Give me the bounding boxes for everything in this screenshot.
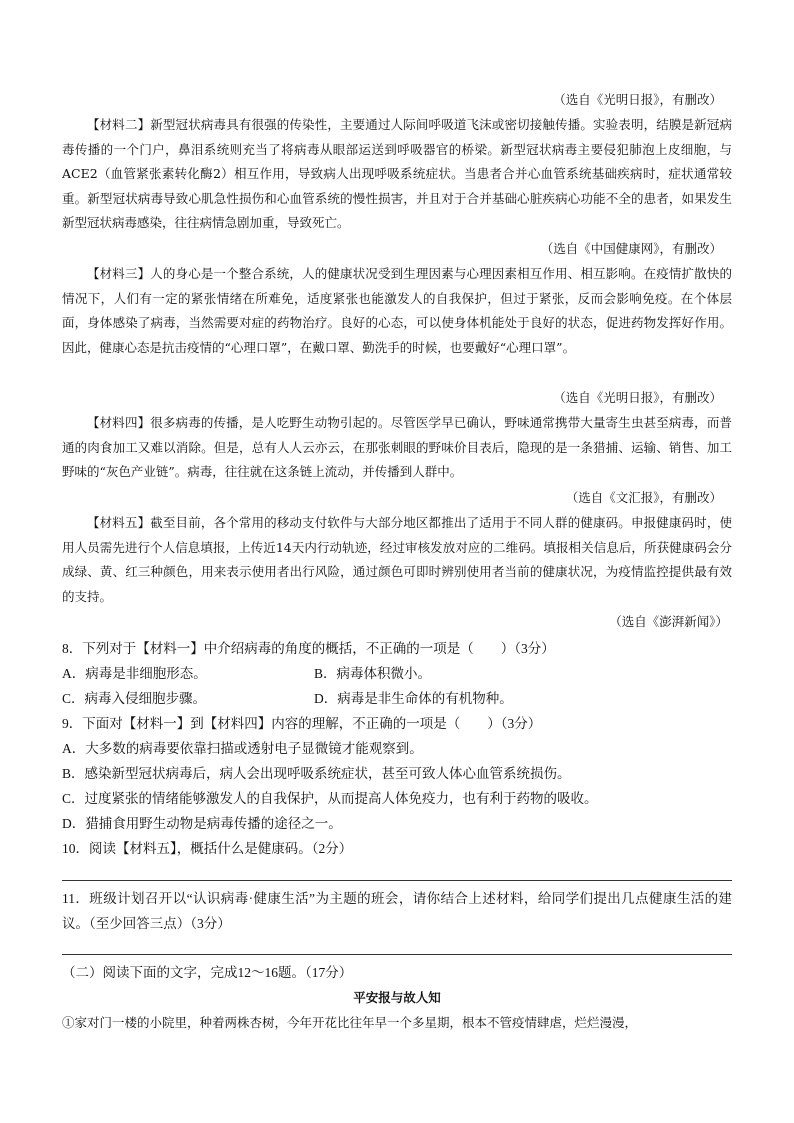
material-5: [62, 511, 732, 609]
article-title: 平安报与故人知: [353, 990, 441, 1005]
material-2: [62, 113, 732, 236]
option-c: C．病毒入侵细胞步骤。: [62, 691, 207, 706]
material-2-text: 【材料二】新型冠状病毒具有很强的传染性，主要通过人际间呼吸道飞沫或密切接触传播。实验表明，结膜是新冠病毒传播的一个门户，鼻泪系统则充当了将病毒从眼部运送到呼吸器官的桥梁。新型冠状病毒主要侵犯肺泡上皮细胞，与ACE2（血管紧张素转化酶2）相互作用，导致病人出现呼吸系统症状。当患者合并心血管系统基础疾病时，症状通常较重。新型冠状病毒导致心肌急性损伤和心血管系统的慢性损害，并且对于合并基础心脏疾病心功能不全的患者，如果发生新型冠状病毒感染，往往病情急剧加重，导致死亡。: [62, 117, 732, 230]
option-d: D．病毒是非生命体的有机物种。: [314, 691, 513, 706]
option-c: C．过度紧张的情绪能够激发人的自我保护，从而提高人体免疫力，也有利于药物的吸收。: [62, 791, 598, 806]
source-citation: （选自《文汇报》，有删改）: [565, 490, 722, 505]
source-citation: （选自《澎湃新闻》）: [609, 614, 728, 629]
material-3: [62, 262, 732, 360]
article-paragraph: ①家对门一楼的小院里，种着两株杏树，今年开花比往年早一个多星期，根本不管疫情肆虐，烂烂漫漫，: [62, 1015, 638, 1030]
option-a: A．大多数的病毒要依靠扫描或透射电子显微镜才能观察到。: [62, 741, 423, 756]
answer-line: [62, 880, 732, 881]
question-9: 9．下面对【材料一】到【材料四】内容的理解，不正确的一项是（ ）（3分）: [62, 716, 542, 731]
option-b: B．病毒体积微小。: [314, 666, 432, 681]
question-8-options-row-1: [62, 661, 742, 686]
question-11-text: 11．班级计划召开以“认识病毒·健康生活”为主题的班会，请你结合上述材料，给同学们提出几点健康生活的建议。（至少回答三点）（3分）: [62, 891, 732, 931]
material-5-text: 【材料五】截至目前，各个常用的移动支付软件与大部分地区都推出了适用于不同人群的健康码。申报健康码时，使用人员需先进行个人信息填报，上传近14天内行动轨迹，经过审核发放对应的二维码。填报相关信息后，所获健康码会分成绿、黄、红三种颜色，用来表示使用者出行风险，通过颜色可即时辨别使用者当前的健康状况，为疫情监控提供最有效的支持。: [62, 515, 732, 604]
answer-line: [62, 954, 732, 955]
source-citation: （选自《中国健康网》，有删改）: [540, 241, 722, 256]
material-4-text: 【材料四】很多病毒的传播，是人吃野生动物引起的。尽管医学早已确认，野味通常携带大量寄生虫甚至病毒，而普通的肉食加工又难以消除。但是，总有人人云亦云，在那张刺眼的野味价目表后，隐现的是一条猎捕、运输、销售、加工野味的“灰色产业链”。病毒，往往就在这条链上流动，并传播到人群中。: [62, 415, 732, 479]
question-11: [62, 886, 732, 936]
question-8: 8．下列对于【材料一】中介绍病毒的角度的概括，不正确的一项是（ ）（3分）: [62, 641, 555, 656]
question-8-options-row-2: [62, 686, 742, 711]
source-citation: （选自《光明日报》，有删改）: [553, 390, 722, 405]
material-3-text: 【材料三】人的身心是一个整合系统，人的健康状况受到生理因素与心理因素相互作用、相互影响。在疫情扩散快的情况下，人们有一定的紧张情绪在所难免，适度紧张也能激发人的自我保护，但过于紧张，反而会影响免疫。在个体层面，身体感染了病毒，当然需要对症的药物治疗。良好的心态，可以使身体机能处于良好的状态，促进药物发挥好作用。因此，健康心态是抗击疫情的“心理口罩”，在戴口罩、勤洗手的时候，也要戴好“心理口罩”。: [62, 266, 732, 355]
material-4: [62, 411, 732, 485]
option-d: D．猎捕食用野生动物是病毒传播的途径之一。: [62, 816, 342, 831]
option-a: A．病毒是非细胞形态。: [62, 666, 207, 681]
section-heading: （二）阅读下面的文字，完成12～16题。（17分）: [62, 965, 353, 980]
option-b: B．感染新型冠状病毒后，病人会出现呼吸系统症状，甚至可致人体心血管系统损伤。: [62, 766, 571, 781]
question-10: 10．阅读【材料五】，概括什么是健康码。（2分）: [62, 841, 353, 856]
source-citation: （选自《光明日报》，有删改）: [553, 92, 722, 107]
